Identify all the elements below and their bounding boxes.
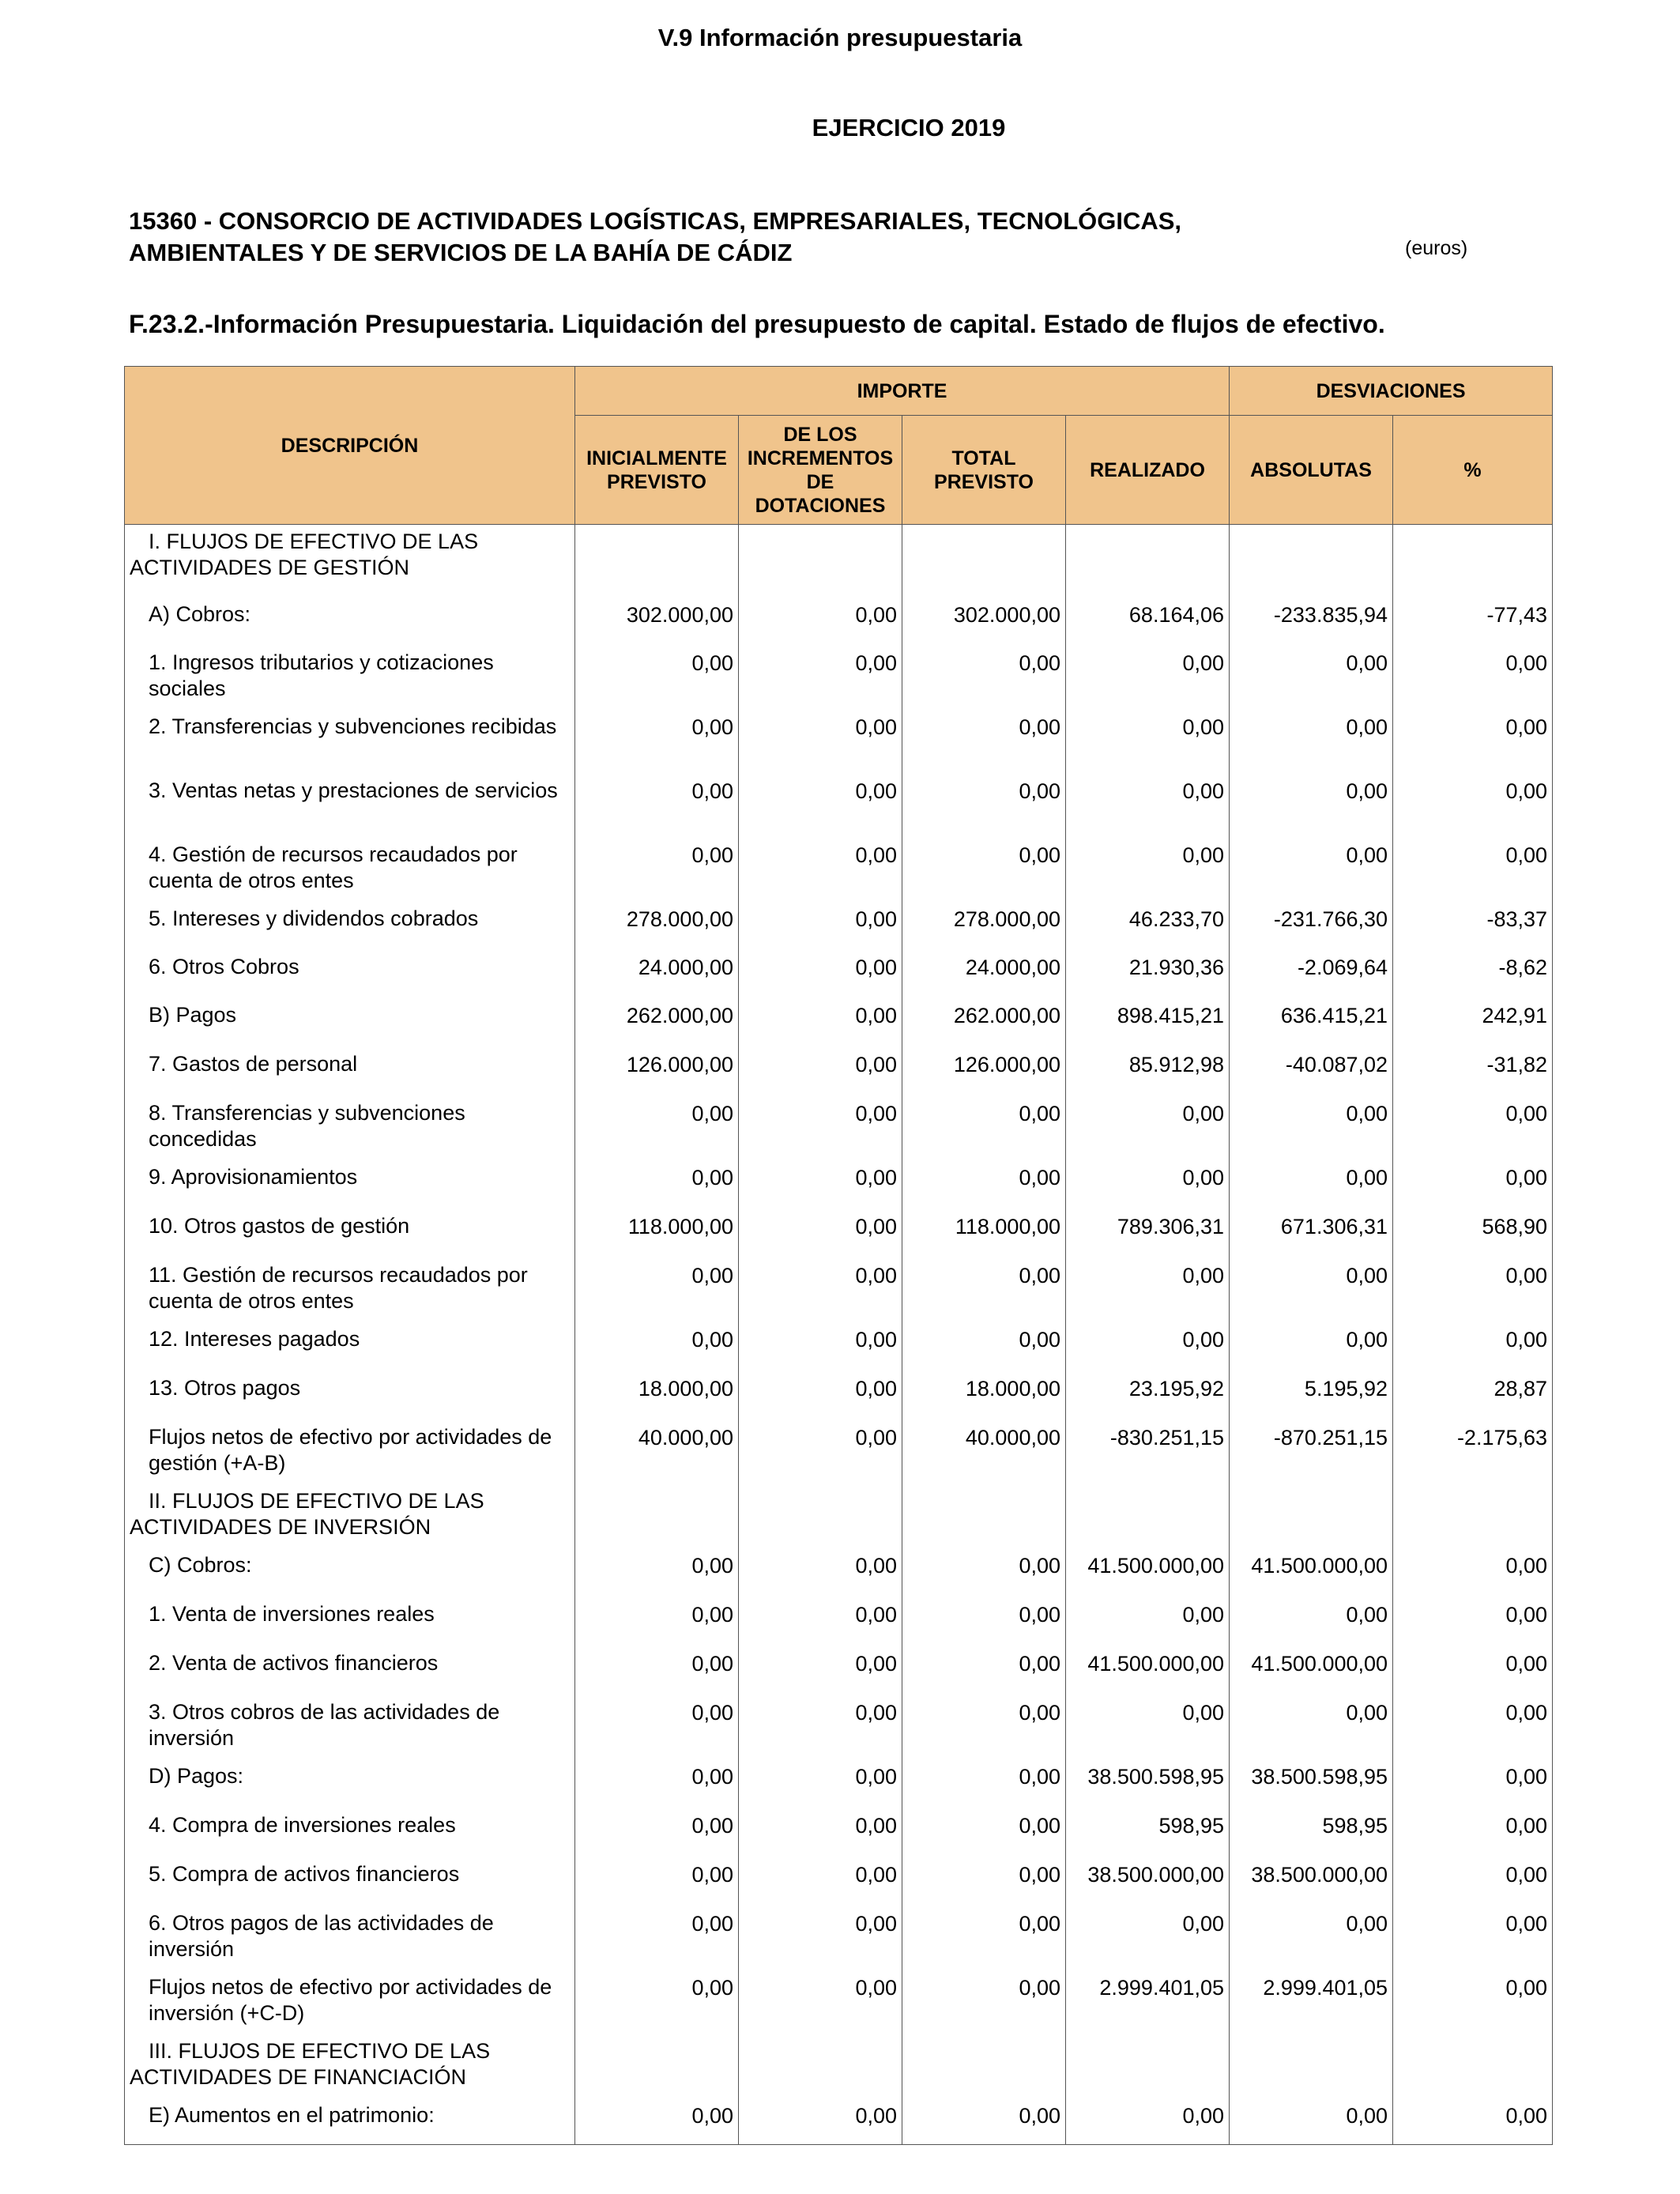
report-subtitle: F.23.2.-Información Presupuestaria. Liquidación del presupuesto de capital. Estado de flujos de efectivo. bbox=[129, 310, 1385, 338]
table-row bbox=[125, 1597, 1553, 1646]
cell-total-previsto: 24.000,00 bbox=[902, 950, 1066, 998]
row-description: I. FLUJOS DE EFECTIVO DE LAS ACTIVIDADES DE GESTIÓN bbox=[125, 525, 575, 598]
table-row bbox=[125, 950, 1553, 998]
table-body bbox=[125, 525, 1553, 2145]
cell-absolutas: 0,00 bbox=[1230, 1597, 1393, 1646]
cell-inicialmente-previsto: 0,00 bbox=[575, 1759, 739, 1808]
cell-absolutas bbox=[1230, 2034, 1393, 2098]
table-row bbox=[125, 838, 1553, 902]
header-importe: IMPORTE bbox=[575, 367, 1230, 416]
cell-incrementos: 0,00 bbox=[739, 1209, 902, 1258]
row-description: C) Cobros: bbox=[125, 1548, 575, 1597]
row-description: II. FLUJOS DE EFECTIVO DE LAS ACTIVIDADES DE INVERSIÓN bbox=[125, 1484, 575, 1548]
header-total-previsto: TOTAL PREVISTO bbox=[902, 416, 1066, 525]
table-row bbox=[125, 1970, 1553, 2034]
row-description: III. FLUJOS DE EFECTIVO DE LAS ACTIVIDADES DE FINANCIACIÓN bbox=[125, 2034, 575, 2098]
cell-incrementos: 0,00 bbox=[739, 1808, 902, 1857]
cell-incrementos: 0,00 bbox=[739, 838, 902, 902]
table-row bbox=[125, 1160, 1553, 1209]
cell-realizado: 0,00 bbox=[1066, 1906, 1230, 1970]
cell-incrementos: 0,00 bbox=[739, 950, 902, 998]
cell-realizado bbox=[1066, 525, 1230, 598]
cell-total-previsto: 0,00 bbox=[902, 1906, 1066, 1970]
table-row bbox=[125, 710, 1553, 774]
cell-porcentaje: 568,90 bbox=[1393, 1209, 1553, 1258]
cell-realizado: 789.306,31 bbox=[1066, 1209, 1230, 1258]
cell-absolutas: 0,00 bbox=[1230, 1906, 1393, 1970]
cell-incrementos: 0,00 bbox=[739, 1160, 902, 1209]
cell-total-previsto: 0,00 bbox=[902, 1857, 1066, 1906]
cell-realizado: 41.500.000,00 bbox=[1066, 1548, 1230, 1597]
table-row bbox=[125, 2098, 1553, 2145]
cell-absolutas: -2.069,64 bbox=[1230, 950, 1393, 998]
cell-porcentaje: 0,00 bbox=[1393, 1597, 1553, 1646]
cell-incrementos: 0,00 bbox=[739, 1548, 902, 1597]
row-description: D) Pagos: bbox=[125, 1759, 575, 1808]
cell-realizado: 38.500.598,95 bbox=[1066, 1759, 1230, 1808]
cell-inicialmente-previsto: 24.000,00 bbox=[575, 950, 739, 998]
cell-inicialmente-previsto: 0,00 bbox=[575, 646, 739, 710]
cell-inicialmente-previsto: 0,00 bbox=[575, 1970, 739, 2034]
cell-inicialmente-previsto: 0,00 bbox=[575, 1548, 739, 1597]
cell-incrementos: 0,00 bbox=[739, 1906, 902, 1970]
cell-porcentaje: 0,00 bbox=[1393, 1096, 1553, 1160]
cell-porcentaje: 0,00 bbox=[1393, 1646, 1553, 1695]
cell-incrementos: 0,00 bbox=[739, 1258, 902, 1322]
cell-porcentaje: 0,00 bbox=[1393, 1857, 1553, 1906]
cell-realizado: 0,00 bbox=[1066, 646, 1230, 710]
cell-absolutas: 0,00 bbox=[1230, 838, 1393, 902]
cell-incrementos: 0,00 bbox=[739, 1096, 902, 1160]
table-row bbox=[125, 1420, 1553, 1484]
cell-realizado bbox=[1066, 1484, 1230, 1548]
cell-realizado: 38.500.000,00 bbox=[1066, 1857, 1230, 1906]
row-description: 3. Otros cobros de las actividades de inversión bbox=[125, 1695, 575, 1759]
cell-absolutas: 0,00 bbox=[1230, 1322, 1393, 1371]
row-description: 3. Ventas netas y prestaciones de servicios bbox=[125, 774, 575, 838]
row-description: 10. Otros gastos de gestión bbox=[125, 1209, 575, 1258]
cell-inicialmente-previsto: 0,00 bbox=[575, 1096, 739, 1160]
cell-realizado: 0,00 bbox=[1066, 710, 1230, 774]
table-row bbox=[125, 2034, 1553, 2098]
header-inicialmente-previsto: INICIALMENTE PREVISTO bbox=[575, 416, 739, 525]
row-description: 4. Compra de inversiones reales bbox=[125, 1808, 575, 1857]
cell-total-previsto: 0,00 bbox=[902, 1597, 1066, 1646]
cell-total-previsto: 0,00 bbox=[902, 2098, 1066, 2145]
row-description: 4. Gestión de recursos recaudados por cuenta de otros entes bbox=[125, 838, 575, 902]
row-description: 11. Gestión de recursos recaudados por cuenta de otros entes bbox=[125, 1258, 575, 1322]
cell-total-previsto bbox=[902, 2034, 1066, 2098]
row-description: 6. Otros pagos de las actividades de inversión bbox=[125, 1906, 575, 1970]
cell-porcentaje: 0,00 bbox=[1393, 1970, 1553, 2034]
cell-realizado: 898.415,21 bbox=[1066, 998, 1230, 1047]
table-row bbox=[125, 1759, 1553, 1808]
cell-realizado: 0,00 bbox=[1066, 1096, 1230, 1160]
cell-realizado: 85.912,98 bbox=[1066, 1047, 1230, 1096]
cell-inicialmente-previsto: 0,00 bbox=[575, 1646, 739, 1695]
entity-name bbox=[129, 205, 1181, 269]
cell-inicialmente-previsto: 0,00 bbox=[575, 1258, 739, 1322]
cell-incrementos bbox=[739, 1484, 902, 1548]
cell-inicialmente-previsto: 0,00 bbox=[575, 838, 739, 902]
cell-porcentaje: 0,00 bbox=[1393, 1160, 1553, 1209]
cell-inicialmente-previsto: 0,00 bbox=[575, 1322, 739, 1371]
cell-porcentaje: -31,82 bbox=[1393, 1047, 1553, 1096]
cell-absolutas: 41.500.000,00 bbox=[1230, 1646, 1393, 1695]
cell-incrementos bbox=[739, 2034, 902, 2098]
cell-inicialmente-previsto: 0,00 bbox=[575, 1160, 739, 1209]
header-absolutas: ABSOLUTAS bbox=[1230, 416, 1393, 525]
cell-total-previsto: 0,00 bbox=[902, 1695, 1066, 1759]
cell-total-previsto: 0,00 bbox=[902, 1160, 1066, 1209]
cell-porcentaje: 0,00 bbox=[1393, 838, 1553, 902]
cell-porcentaje: -8,62 bbox=[1393, 950, 1553, 998]
cell-porcentaje bbox=[1393, 1484, 1553, 1548]
cell-porcentaje: 0,00 bbox=[1393, 1808, 1553, 1857]
cell-realizado: 21.930,36 bbox=[1066, 950, 1230, 998]
table-row bbox=[125, 1209, 1553, 1258]
cell-absolutas: -40.087,02 bbox=[1230, 1047, 1393, 1096]
cell-realizado: 0,00 bbox=[1066, 1597, 1230, 1646]
cell-porcentaje: -83,37 bbox=[1393, 902, 1553, 950]
row-description: Flujos netos de efectivo por actividades de inversión (+C-D) bbox=[125, 1970, 575, 2034]
cell-absolutas: 38.500.000,00 bbox=[1230, 1857, 1393, 1906]
cell-inicialmente-previsto: 0,00 bbox=[575, 710, 739, 774]
cell-absolutas: 0,00 bbox=[1230, 1258, 1393, 1322]
cell-incrementos: 0,00 bbox=[739, 1322, 902, 1371]
cell-realizado: 68.164,06 bbox=[1066, 598, 1230, 646]
table-row bbox=[125, 1096, 1553, 1160]
row-description: 9. Aprovisionamientos bbox=[125, 1160, 575, 1209]
cell-incrementos: 0,00 bbox=[739, 1695, 902, 1759]
cell-realizado bbox=[1066, 2034, 1230, 2098]
table-row bbox=[125, 1322, 1553, 1371]
cell-inicialmente-previsto: 0,00 bbox=[575, 1906, 739, 1970]
cell-realizado: 0,00 bbox=[1066, 838, 1230, 902]
cell-absolutas: 0,00 bbox=[1230, 710, 1393, 774]
row-description: 5. Compra de activos financieros bbox=[125, 1857, 575, 1906]
cell-absolutas: 38.500.598,95 bbox=[1230, 1759, 1393, 1808]
cell-total-previsto: 126.000,00 bbox=[902, 1047, 1066, 1096]
cell-incrementos: 0,00 bbox=[739, 1371, 902, 1420]
cell-absolutas: 0,00 bbox=[1230, 774, 1393, 838]
cell-porcentaje bbox=[1393, 525, 1553, 598]
cell-absolutas: 0,00 bbox=[1230, 2098, 1393, 2145]
table-row bbox=[125, 1484, 1553, 1548]
cell-inicialmente-previsto: 262.000,00 bbox=[575, 998, 739, 1047]
cell-inicialmente-previsto: 118.000,00 bbox=[575, 1209, 739, 1258]
cell-inicialmente-previsto: 0,00 bbox=[575, 1695, 739, 1759]
cell-realizado: 23.195,92 bbox=[1066, 1371, 1230, 1420]
cell-incrementos: 0,00 bbox=[739, 598, 902, 646]
cell-absolutas bbox=[1230, 1484, 1393, 1548]
row-description: 2. Venta de activos financieros bbox=[125, 1646, 575, 1695]
table-row bbox=[125, 1857, 1553, 1906]
entity-name-line-2: AMBIENTALES Y DE SERVICIOS DE LA BAHÍA DE CÁDIZ bbox=[129, 239, 793, 266]
cell-incrementos: 0,00 bbox=[739, 646, 902, 710]
cell-incrementos: 0,00 bbox=[739, 902, 902, 950]
cell-total-previsto bbox=[902, 1484, 1066, 1548]
cell-incrementos: 0,00 bbox=[739, 1759, 902, 1808]
cell-total-previsto: 0,00 bbox=[902, 774, 1066, 838]
cell-absolutas: 41.500.000,00 bbox=[1230, 1548, 1393, 1597]
cell-total-previsto: 118.000,00 bbox=[902, 1209, 1066, 1258]
cell-total-previsto: 0,00 bbox=[902, 646, 1066, 710]
cell-total-previsto bbox=[902, 525, 1066, 598]
cell-realizado: 2.999.401,05 bbox=[1066, 1970, 1230, 2034]
cell-absolutas: 2.999.401,05 bbox=[1230, 1970, 1393, 2034]
cell-total-previsto: 302.000,00 bbox=[902, 598, 1066, 646]
cell-absolutas: 0,00 bbox=[1230, 1160, 1393, 1209]
cell-total-previsto: 0,00 bbox=[902, 1096, 1066, 1160]
cell-porcentaje: 0,00 bbox=[1393, 1906, 1553, 1970]
row-description: 7. Gastos de personal bbox=[125, 1047, 575, 1096]
cell-incrementos: 0,00 bbox=[739, 710, 902, 774]
cell-incrementos: 0,00 bbox=[739, 998, 902, 1047]
cell-realizado: 0,00 bbox=[1066, 1322, 1230, 1371]
table-row bbox=[125, 646, 1553, 710]
table-row bbox=[125, 598, 1553, 646]
cell-realizado: 0,00 bbox=[1066, 2098, 1230, 2145]
cell-porcentaje: 0,00 bbox=[1393, 710, 1553, 774]
cell-inicialmente-previsto: 0,00 bbox=[575, 1857, 739, 1906]
cell-inicialmente-previsto: 302.000,00 bbox=[575, 598, 739, 646]
cell-incrementos: 0,00 bbox=[739, 1597, 902, 1646]
table-row bbox=[125, 1548, 1553, 1597]
cell-incrementos: 0,00 bbox=[739, 1420, 902, 1484]
cell-total-previsto: 0,00 bbox=[902, 838, 1066, 902]
cell-realizado: 0,00 bbox=[1066, 1160, 1230, 1209]
cell-absolutas: 636.415,21 bbox=[1230, 998, 1393, 1047]
cell-porcentaje: 0,00 bbox=[1393, 2098, 1553, 2145]
cell-total-previsto: 0,00 bbox=[902, 1646, 1066, 1695]
cell-inicialmente-previsto bbox=[575, 1484, 739, 1548]
cell-total-previsto: 0,00 bbox=[902, 1759, 1066, 1808]
cell-total-previsto: 0,00 bbox=[902, 1808, 1066, 1857]
row-description: A) Cobros: bbox=[125, 598, 575, 646]
cell-inicialmente-previsto bbox=[575, 525, 739, 598]
cell-realizado: 0,00 bbox=[1066, 774, 1230, 838]
header-porcentaje: % bbox=[1393, 416, 1553, 525]
cell-inicialmente-previsto: 0,00 bbox=[575, 2098, 739, 2145]
header-incrementos: DE LOS INCREMENTOS DE DOTACIONES bbox=[739, 416, 902, 525]
table-row bbox=[125, 1695, 1553, 1759]
cell-absolutas: 671.306,31 bbox=[1230, 1209, 1393, 1258]
cell-realizado: 46.233,70 bbox=[1066, 902, 1230, 950]
cell-total-previsto: 40.000,00 bbox=[902, 1420, 1066, 1484]
cell-incrementos: 0,00 bbox=[739, 2098, 902, 2145]
cell-absolutas: 0,00 bbox=[1230, 1096, 1393, 1160]
row-description: 12. Intereses pagados bbox=[125, 1322, 575, 1371]
cell-incrementos: 0,00 bbox=[739, 1646, 902, 1695]
cell-realizado: 0,00 bbox=[1066, 1258, 1230, 1322]
cell-total-previsto: 0,00 bbox=[902, 710, 1066, 774]
table-row bbox=[125, 1906, 1553, 1970]
cell-porcentaje: 0,00 bbox=[1393, 1759, 1553, 1808]
cell-porcentaje: 28,87 bbox=[1393, 1371, 1553, 1420]
cell-total-previsto: 0,00 bbox=[902, 1322, 1066, 1371]
table-row bbox=[125, 1258, 1553, 1322]
section-title: V.9 Información presupuestaria bbox=[657, 24, 1023, 51]
cell-absolutas: 0,00 bbox=[1230, 646, 1393, 710]
table-row bbox=[125, 998, 1553, 1047]
table-row bbox=[125, 525, 1553, 598]
cell-inicialmente-previsto: 0,00 bbox=[575, 1597, 739, 1646]
cell-porcentaje: -2.175,63 bbox=[1393, 1420, 1553, 1484]
cell-absolutas bbox=[1230, 525, 1393, 598]
cell-incrementos: 0,00 bbox=[739, 1970, 902, 2034]
cell-absolutas: -231.766,30 bbox=[1230, 902, 1393, 950]
cell-absolutas: 5.195,92 bbox=[1230, 1371, 1393, 1420]
row-description: E) Aumentos en el patrimonio: bbox=[125, 2098, 575, 2145]
cell-total-previsto: 18.000,00 bbox=[902, 1371, 1066, 1420]
row-description: 1. Venta de inversiones reales bbox=[125, 1597, 575, 1646]
cash-flow-table bbox=[124, 366, 1553, 2145]
cell-absolutas: -233.835,94 bbox=[1230, 598, 1393, 646]
cell-inicialmente-previsto: 18.000,00 bbox=[575, 1371, 739, 1420]
cell-inicialmente-previsto: 126.000,00 bbox=[575, 1047, 739, 1096]
cell-realizado: -830.251,15 bbox=[1066, 1420, 1230, 1484]
cell-porcentaje: 242,91 bbox=[1393, 998, 1553, 1047]
cell-total-previsto: 0,00 bbox=[902, 1970, 1066, 2034]
table-row bbox=[125, 1371, 1553, 1420]
cell-porcentaje: 0,00 bbox=[1393, 774, 1553, 838]
table-row bbox=[125, 774, 1553, 838]
cell-total-previsto: 0,00 bbox=[902, 1258, 1066, 1322]
cell-inicialmente-previsto: 278.000,00 bbox=[575, 902, 739, 950]
row-description: Flujos netos de efectivo por actividades de gestión (+A-B) bbox=[125, 1420, 575, 1484]
cell-realizado: 41.500.000,00 bbox=[1066, 1646, 1230, 1695]
cell-total-previsto: 0,00 bbox=[902, 1548, 1066, 1597]
table-row bbox=[125, 1808, 1553, 1857]
cell-porcentaje: -77,43 bbox=[1393, 598, 1553, 646]
units-label: (euros) bbox=[1405, 237, 1468, 259]
cell-incrementos: 0,00 bbox=[739, 774, 902, 838]
cell-incrementos: 0,00 bbox=[739, 1857, 902, 1906]
cell-inicialmente-previsto bbox=[575, 2034, 739, 2098]
row-description: 1. Ingresos tributarios y cotizaciones sociales bbox=[125, 646, 575, 710]
header-realizado: REALIZADO bbox=[1066, 416, 1230, 525]
row-description: B) Pagos bbox=[125, 998, 575, 1047]
cell-realizado: 598,95 bbox=[1066, 1808, 1230, 1857]
cell-porcentaje: 0,00 bbox=[1393, 1695, 1553, 1759]
cell-porcentaje: 0,00 bbox=[1393, 646, 1553, 710]
cell-porcentaje bbox=[1393, 2034, 1553, 2098]
row-description: 6. Otros Cobros bbox=[125, 950, 575, 998]
cell-total-previsto: 262.000,00 bbox=[902, 998, 1066, 1047]
header-descripcion: DESCRIPCIÓN bbox=[125, 367, 575, 525]
cell-incrementos bbox=[739, 525, 902, 598]
cell-inicialmente-previsto: 0,00 bbox=[575, 774, 739, 838]
row-description: 2. Transferencias y subvenciones recibidas bbox=[125, 710, 575, 774]
row-description: 13. Otros pagos bbox=[125, 1371, 575, 1420]
row-description: 8. Transferencias y subvenciones concedidas bbox=[125, 1096, 575, 1160]
cell-absolutas: 0,00 bbox=[1230, 1695, 1393, 1759]
cell-inicialmente-previsto: 0,00 bbox=[575, 1808, 739, 1857]
table-row bbox=[125, 1646, 1553, 1695]
cell-porcentaje: 0,00 bbox=[1393, 1548, 1553, 1597]
header-desviaciones: DESVIACIONES bbox=[1230, 367, 1553, 416]
cell-inicialmente-previsto: 40.000,00 bbox=[575, 1420, 739, 1484]
entity-name-line-1: 15360 - CONSORCIO DE ACTIVIDADES LOGÍSTICAS, EMPRESARIALES, TECNOLÓGICAS, bbox=[129, 207, 1182, 235]
cell-porcentaje: 0,00 bbox=[1393, 1322, 1553, 1371]
cell-incrementos: 0,00 bbox=[739, 1047, 902, 1096]
cell-absolutas: -870.251,15 bbox=[1230, 1420, 1393, 1484]
cell-realizado: 0,00 bbox=[1066, 1695, 1230, 1759]
cell-total-previsto: 278.000,00 bbox=[902, 902, 1066, 950]
cell-porcentaje: 0,00 bbox=[1393, 1258, 1553, 1322]
cell-absolutas: 598,95 bbox=[1230, 1808, 1393, 1857]
row-description: 5. Intereses y dividendos cobrados bbox=[125, 902, 575, 950]
fiscal-year-title: EJERCICIO 2019 bbox=[812, 114, 1006, 141]
table-row bbox=[125, 1047, 1553, 1096]
table-row bbox=[125, 902, 1553, 950]
